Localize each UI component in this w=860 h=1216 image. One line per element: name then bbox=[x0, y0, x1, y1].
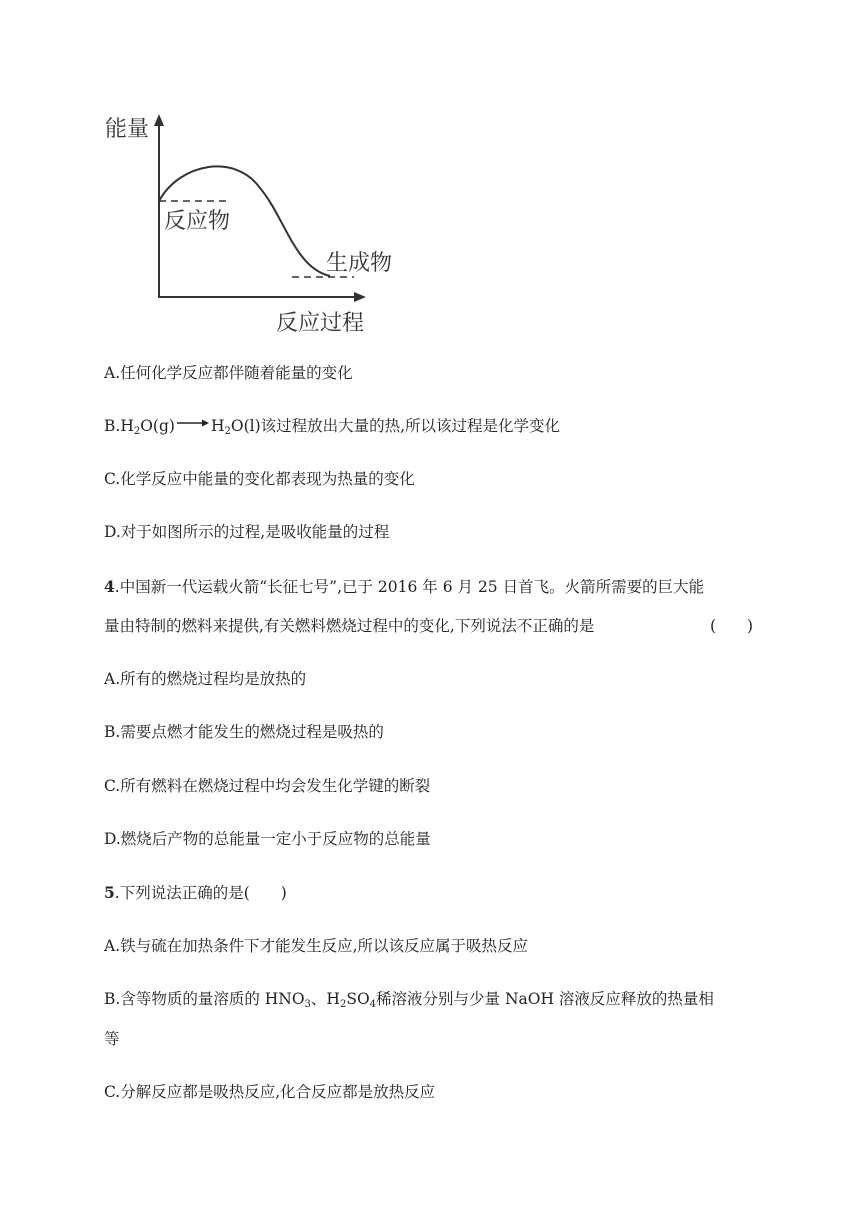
q5-b-text-1: B.含等物质的量溶质的 HNO bbox=[104, 990, 305, 1008]
q3-b-text-1: B.H bbox=[104, 417, 134, 435]
q4-stem-text-1: .中国新一代运载火箭“长征七号”,已于 2016 年 6 月 25 日首飞。火箭所需要的巨大能 bbox=[114, 578, 705, 596]
q5-b-sub-1: 3 bbox=[304, 999, 311, 1010]
q4-option-d: D.燃烧后产物的总能量一定小于反应物的总能量 bbox=[104, 830, 431, 848]
q5-option-a: A.铁与硫在加热条件下才能发生反应,所以该反应属于吸热反应 bbox=[104, 937, 529, 955]
q3-b-text-3: H bbox=[210, 417, 225, 435]
q3-b-sub-2: 2 bbox=[224, 426, 231, 437]
q5-b-text-3: SO bbox=[346, 990, 370, 1008]
q4-number: 4 bbox=[104, 577, 115, 596]
product-label: 生成物 bbox=[326, 251, 393, 276]
q4-answer-blank: ( ) bbox=[710, 617, 754, 635]
q4-stem-text-2: 量由特制的燃料来提供,有关燃料燃烧过程中的变化,下列说法不正确的是 bbox=[104, 617, 595, 635]
q3-b-text-2: O(g) bbox=[140, 417, 175, 435]
q3-b-text-4: O(l)该过程放出大量的热,所以该过程是化学变化 bbox=[230, 417, 561, 435]
q5-stem-text: .下列说法正确的是( ) bbox=[114, 884, 287, 902]
x-axis-arrow-icon bbox=[354, 292, 366, 302]
q3-option-c: C.化学反应中能量的变化都表现为热量的变化 bbox=[104, 470, 415, 488]
q4-stem-line-2 bbox=[104, 615, 594, 637]
y-axis-label: 能量 bbox=[105, 117, 150, 142]
x-axis-label: 反应过程 bbox=[276, 311, 365, 336]
energy-diagram bbox=[100, 108, 400, 338]
reactant-label: 反应物 bbox=[164, 209, 231, 234]
q4-option-c: C.所有燃料在燃烧过程中均会发生化学键的断裂 bbox=[104, 777, 431, 795]
q4-option-b: B.需要点燃才能发生的燃烧过程是吸热的 bbox=[104, 723, 384, 741]
q5-b-sub-3: 4 bbox=[369, 999, 377, 1010]
q5-number: 5 bbox=[104, 883, 115, 902]
q3-b-sub-1: 2 bbox=[133, 426, 141, 437]
q5-option-b-line-1 bbox=[104, 988, 714, 1010]
q5-stem bbox=[104, 882, 287, 904]
q5-b-text-2: 、H bbox=[310, 990, 340, 1008]
q3-option-b bbox=[104, 415, 560, 437]
q3-option-a: A.任何化学反应都伴随着能量的变化 bbox=[104, 364, 353, 382]
q4-stem-line-1 bbox=[104, 576, 704, 598]
q5-option-b-line-2: 等 bbox=[104, 1030, 120, 1048]
q4-option-a: A.所有的燃烧过程均是放热的 bbox=[104, 670, 307, 688]
q3-option-d: D.对于如图所示的过程,是吸收能量的过程 bbox=[104, 523, 390, 541]
q5-b-text-4: 稀溶液分别与少量 NaOH 溶液反应释放的热量相 bbox=[376, 990, 714, 1008]
y-axis-arrow-icon bbox=[154, 114, 164, 126]
q5-option-c: C.分解反应都是吸热反应,化合反应都是放热反应 bbox=[104, 1083, 436, 1101]
reaction-arrow-icon bbox=[176, 419, 210, 427]
q5-b-sub-2: 2 bbox=[339, 999, 347, 1010]
